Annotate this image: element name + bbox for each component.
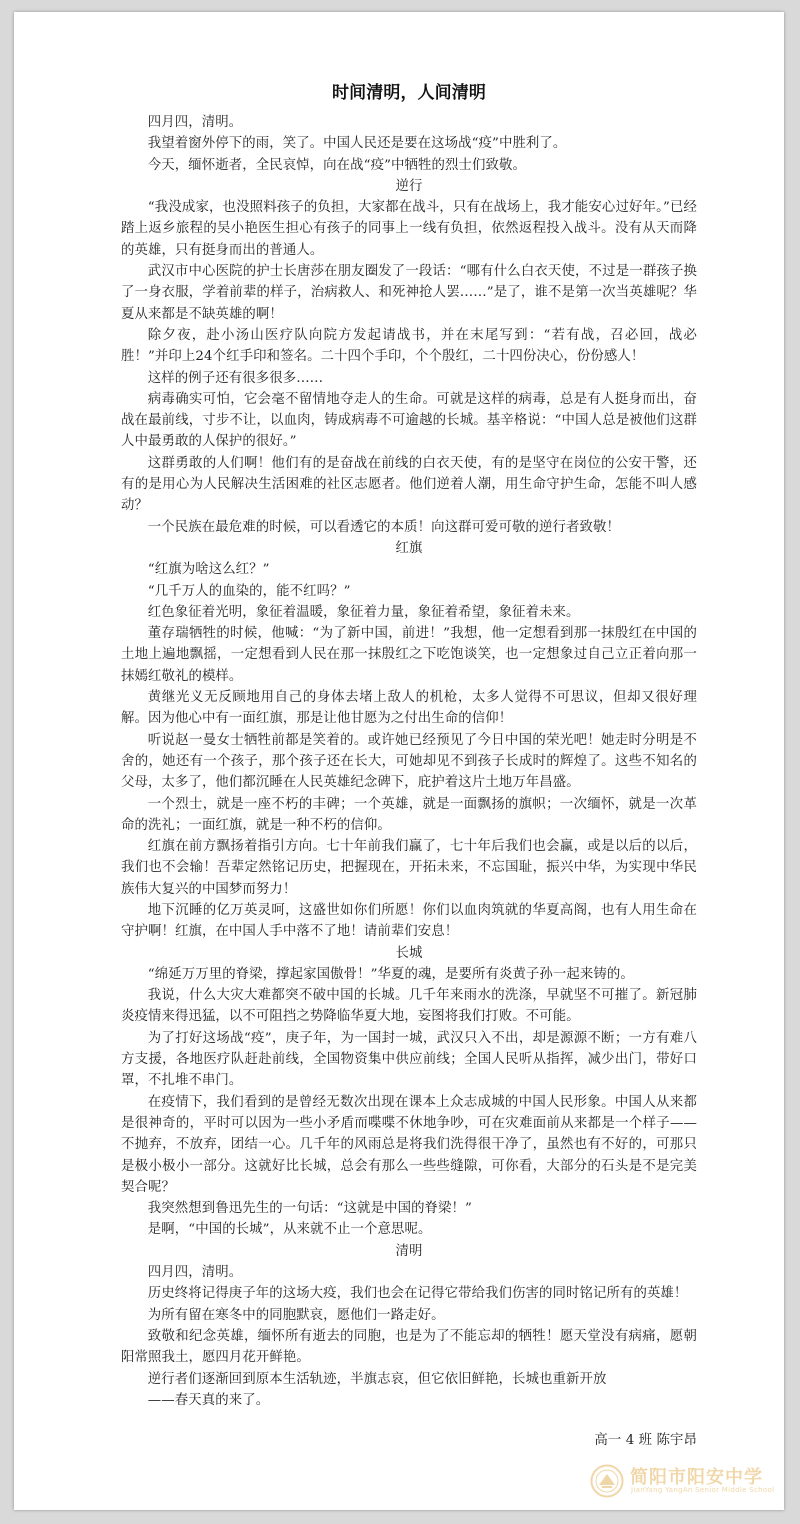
paragraph: 我突然想到鲁迅先生的一句话：“这就是中国的脊梁！” (147, 1201, 472, 1217)
paragraph: 这样的例子还有很多很多…… (147, 370, 324, 386)
author-signature: 高一 4 班 陈宇昂 (594, 1433, 697, 1448)
paragraph: 历史终将记得庚子年的这场大疫，我们也会在记得它带给我们伤害的同时铭记所有的英雄！ (147, 1286, 688, 1302)
paragraph: “我没成家，也没照料孩子的负担，大家都在战斗，只有在战场上，我才能安心过好年。”已经踏上返乡旅程的吴小艳医生担心有孩子的同事上一线有负担，依然返程投入战斗。没有从天而降的英雄，只有挺身而出的普通人。 (121, 200, 697, 258)
essay-body (121, 112, 697, 1411)
paragraph: 是啊，“中国的长城”，从来就不止一个意思呢。 (147, 1222, 432, 1238)
section-heading: 清明 (395, 1243, 423, 1259)
paragraph: 四月四，清明。 (147, 115, 243, 130)
paragraph: 四月四，清明。 (147, 1265, 243, 1281)
paragraph: 黄继光义无反顾地用自己的身体去堵上敌人的机枪，太多人觉得不可思议，但却又很好理解。因为他心中有一面红旗，那是让他甘愿为之付出生命的信仰！ (121, 690, 697, 727)
paragraph: 这群勇敢的人们啊！他们有的是奋战在前线的白衣天使，有的是坚守在岗位的公安干警，还有的是用心为人民解决生活困难的社区志愿者。他们逆着人潮，用生命守护生命，怎能不叫人感动？ (121, 455, 697, 514)
paragraph: 逆行者们逐渐回到原本生活轨迹，半旗志哀，但它依旧鲜艳，长城也重新开放 (147, 1371, 607, 1387)
paragraph: 一个烈士，就是一座不朽的丰碑；一个英雄，就是一面飘扬的旗帜；一次缅怀，就是一次革命的洗礼；一面红旗，就是一种不朽的信仰。 (121, 796, 697, 833)
paragraph: 为了打好这场战“疫”，庚子年，为一国封一城，武汉只入不出，却是源源不断；一方有难八方支援，各地医疗队赶赴前线，全国物资集中供应前线；全国人民听从指挥，减少出门，带好口罩，不扎堆不串门。 (121, 1030, 697, 1089)
paragraph: 一个民族在最危难的时候，可以看透它的本质！向这群可爱可敬的逆行者致敬！ (147, 519, 620, 535)
school-name: 简阳市阳安中学 (630, 1467, 763, 1488)
paragraph: 除夕夜，赴小汤山医疗队向院方发起请战书，并在末尾写到：“若有战，召必回，战必胜！”并印上24个红手印和签名。二十四个手印，个个殷红，二十四份决心，份份感人！ (121, 327, 697, 365)
paragraph: 在疫情下，我们看到的是曾经无数次出现在课本上众志成城的中国人民形象。中国人从来都是很神奇的，平时可以因为一些小矛盾而喋喋不休地争吵，可在灾难面前从来都是一个样子——不抛弃，不放弃，团结一心。几千年的风雨总是将我们洗得很干净了，虽然也有不好的，可那只是极小极小一部分。这就好比长城，总会有那么一些些缝隙，可你看，大部分的石头是不是完美契合呢？ (121, 1094, 697, 1195)
paragraph: “几千万人的血染的，能不红吗？” (147, 583, 351, 599)
paragraph: 红色象征着光明，象征着温暖，象征着力量，象征着希望，象征着未来。 (147, 604, 580, 620)
paragraph: 听说赵一曼女士牺牲前都是笑着的。或许她已经预见了今日中国的荣光吧！她走时分明是不舍的，她还有一个孩子，那个孩子还在长大，可她却见不到孩子长成时的辉煌了。这些不知名的父母，太多了，他们都沉睡在人民英雄纪念碑下，庇护着这片土地万年昌盛。 (121, 732, 697, 791)
paragraph: 武汉市中心医院的护士长唐莎在朋友圈发了一段话：“哪有什么白衣天使，不过是一群孩子换了一身衣服，学着前辈的样子，治病救人、和死神抢人罢……”是了，谁不是第一次当英雄呢？华夏从来都是不缺英雄的啊！ (121, 264, 697, 322)
paragraph: ——春天真的来了。 (147, 1392, 270, 1408)
paragraph: 致敬和纪念英雄，缅怀所有逝去的同胞，也是为了不能忘却的牺牲！愿天堂没有病痛，愿朝阳常照我土，愿四月花开鲜艳。 (121, 1328, 697, 1366)
section-heading: 红旗 (395, 540, 423, 556)
paragraph: “绵延万万里的脊梁，撑起家国傲骨！”华夏的魂，是要所有炎黄子孙一起来铸的。 (147, 966, 634, 982)
paragraph: 董存瑞牺牲的时候，他喊：“为了新中国，前进！”我想，他一定想看到那一抹殷红在中国的土地上遍地飘摇，一定想看到人民在那一抹殷红之下吃饱谈笑，也一定想象过自己立正着向那一抹嫣红敬礼的模样。 (121, 626, 697, 684)
paragraph: 为所有留在寒冬中的同胞默哀，愿他们一路走好。 (147, 1307, 445, 1323)
paragraph: 病毒确实可怕，它会毫不留情地夺走人的生命。可就是这样的病毒，总是有人挺身而出，奋战在最前线，寸步不让，以血肉，铸成病毒不可逾越的长城。基辛格说：“中国人总是被他们这群人中最勇敢的人保护的很好。” (121, 391, 697, 450)
paragraph: 我说，什么大灾大难都突不破中国的长城。几千年来雨水的洗涤，早就坚不可摧了。新冠肺炎疫情来得迅猛，以不可阻挡之势降临华夏大地，妄图将我们打败。不可能。 (121, 988, 697, 1025)
school-logo-watermark (590, 1460, 778, 1504)
section-heading: 逆行 (395, 178, 423, 194)
paragraph: 我望着窗外停下的雨，笑了。中国人民还是要在这场战“疫”中胜利了。 (147, 136, 567, 152)
school-pinyin: JianYang YangAn Senior Middle School (631, 1486, 775, 1494)
paragraph: 地下沉睡的亿万英灵呵，这盛世如你们所愿！你们以血肉筑就的华夏高阁，也有人用生命在守护啊！红旗，在中国人手中落不了地！请前辈们安息！ (121, 902, 697, 940)
paragraph: 红旗在前方飘扬着指引方向。七十年前我们赢了，七十年后我们也会赢，或是以后的以后，我们也不会输！吾辈定然铭记历史，把握现在，开拓未来，不忘国耻，振兴中华，为实现中华民族伟大复兴的中国梦而努力！ (121, 839, 697, 897)
section-heading: 长城 (395, 945, 423, 961)
essay-title: 时间清明，人间清明 (332, 83, 486, 103)
document-page (14, 12, 784, 1510)
paragraph: “红旗为啥这么红？” (147, 562, 270, 578)
paragraph: 今天，缅怀逝者，全民哀悼，向在战“疫”中牺牲的烈士们致敬。 (147, 157, 526, 173)
school-emblem-icon (590, 1464, 624, 1498)
